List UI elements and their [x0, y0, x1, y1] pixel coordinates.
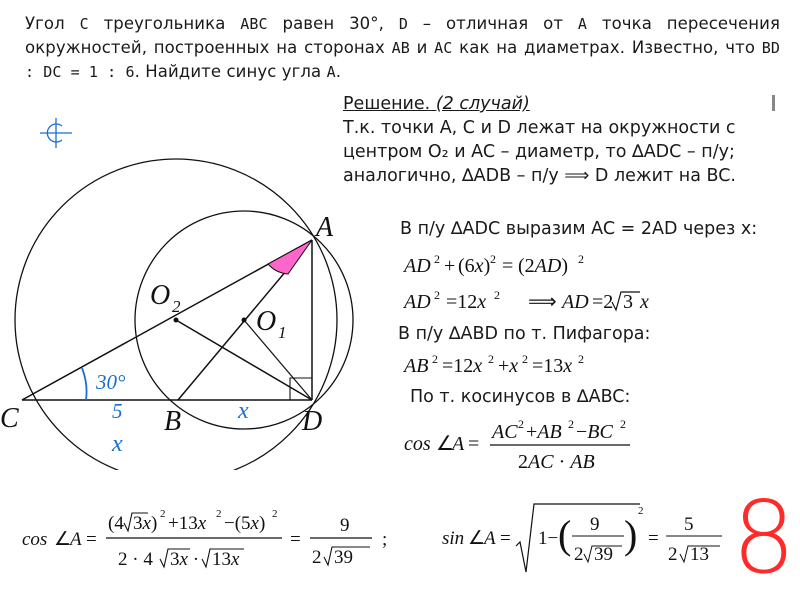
- angle-highlight-a: [268, 240, 312, 274]
- svg-text:5: 5: [684, 514, 694, 535]
- label-c: C: [0, 403, 19, 434]
- svg-text:;: ;: [382, 529, 388, 550]
- svg-text:=: =: [468, 433, 480, 455]
- slide-number: 8: [732, 479, 796, 596]
- svg-text:=13x: =13x: [532, 355, 573, 377]
- problem-statement: Угол C треугольника ABC равен 30°, D – отличная от A точка пересечения окружностей, построенных на сторонах AB и AC как на диаметрах. Известно, что BD : DC = 1 : 6. Найдите синус угла A.: [25, 14, 781, 81]
- svg-text:2: 2: [568, 417, 574, 431]
- svg-text:⟹: ⟹: [528, 291, 557, 313]
- svg-text:2AC · AB: 2AC · AB: [518, 451, 595, 473]
- label-d: D: [302, 406, 323, 437]
- formula-cos-value: [20, 503, 410, 575]
- svg-text:2: 2: [638, 505, 644, 517]
- label-b: B: [164, 406, 182, 437]
- svg-text:+x: +x: [498, 355, 519, 377]
- svg-text:AB: AB: [404, 355, 429, 377]
- svg-text:2: 2: [434, 252, 440, 266]
- angle-arc-c: [82, 368, 87, 400]
- svg-text:∠: ∠: [468, 528, 486, 549]
- svg-text:∠: ∠: [54, 529, 72, 550]
- center-o2: [174, 318, 179, 323]
- svg-text:AD: AD: [562, 291, 589, 313]
- svg-text:9: 9: [590, 514, 600, 535]
- svg-text:2: 2: [272, 508, 278, 520]
- svg-text:2: 2: [494, 288, 500, 302]
- svg-text:+13x: +13x: [168, 513, 207, 534]
- svg-text:(2AD): (2AD): [518, 255, 569, 277]
- svg-text:(6x): (6x): [458, 255, 491, 277]
- svg-text:2: 2: [172, 297, 181, 316]
- svg-text:2: 2: [522, 352, 528, 366]
- svg-text:=: =: [502, 255, 514, 277]
- svg-text:2: 2: [490, 252, 496, 266]
- svg-text:39: 39: [334, 547, 353, 568]
- svg-text:A: A: [452, 433, 465, 455]
- formula-ab-13x: [402, 350, 632, 380]
- svg-text:3: 3: [623, 291, 633, 313]
- solution-line-1: Т.к. точки A, C и D лежат на окружности с: [343, 118, 736, 138]
- svg-text:−(5x): −(5x): [224, 513, 266, 534]
- svg-text:x: x: [640, 291, 649, 313]
- svg-text:2 · 4: 2 · 4: [118, 549, 153, 570]
- svg-text:9: 9: [340, 515, 350, 536]
- svg-text:2: 2: [216, 508, 222, 520]
- svg-text:2: 2: [432, 352, 438, 366]
- formula-ad-12x: [402, 286, 662, 316]
- svg-text:1−: 1−: [538, 528, 559, 549]
- label-o1: [256, 306, 287, 342]
- svg-text:39: 39: [594, 544, 613, 565]
- formula-ad-2ad: [402, 250, 622, 280]
- svg-text:1: 1: [278, 323, 287, 342]
- formula-sin-value: [440, 498, 730, 578]
- step-adc-text: В п/у ∆ADC выразим AC = 2AD через x:: [400, 219, 758, 239]
- svg-text:cos: cos: [404, 433, 431, 455]
- geometry-figure: [0, 90, 360, 470]
- svg-text:O: O: [256, 306, 277, 337]
- segment-o2-d: [176, 320, 312, 400]
- text-cursor-bar: [772, 95, 775, 111]
- svg-text:2: 2: [518, 417, 524, 431]
- svg-text:cos: cos: [22, 529, 48, 550]
- svg-text:A: A: [70, 529, 82, 550]
- svg-text:13: 13: [690, 544, 709, 565]
- svg-text:AC: AC: [492, 421, 518, 443]
- label-five: 5: [112, 399, 123, 423]
- svg-text:A: A: [484, 528, 496, 549]
- svg-text:3x ·: 3x ·: [170, 549, 200, 570]
- solution-line-2: центром O₂ и AC – диаметр, то ∆ADC – п/у;: [343, 142, 735, 162]
- step-abd-text: В п/у ∆ABD по т. Пифагора:: [398, 324, 651, 344]
- label-x-bottom: x: [112, 431, 123, 457]
- svg-text:2: 2: [578, 352, 584, 366]
- svg-text:=: =: [648, 528, 659, 549]
- svg-text:O: O: [150, 280, 171, 311]
- svg-text:sin: sin: [442, 528, 465, 549]
- svg-text:3x): 3x): [133, 513, 158, 534]
- step-cosine-text: По т. косинусов в ∆ABC:: [410, 387, 631, 407]
- svg-text:2: 2: [620, 417, 626, 431]
- label-o2: [150, 280, 181, 316]
- svg-text:=: =: [290, 529, 301, 550]
- svg-text:+AB: +AB: [526, 421, 562, 443]
- solution-block: [343, 92, 783, 188]
- svg-text:AD: AD: [404, 255, 431, 277]
- svg-text:=: =: [500, 528, 511, 549]
- svg-text:2: 2: [668, 544, 678, 565]
- svg-text:∠: ∠: [436, 433, 454, 455]
- formula-cos-general: [402, 414, 662, 474]
- center-o1: [242, 318, 247, 323]
- svg-text:=2: =2: [592, 291, 614, 313]
- solution-heading: Решение. (2 случай): [343, 94, 530, 114]
- svg-text:=12x: =12x: [442, 355, 483, 377]
- axis-mark: [40, 118, 72, 148]
- svg-text:2: 2: [578, 252, 584, 266]
- solution-line-3: аналогично, ∆ADB – п/у ⟹ D лежит на BC.: [343, 166, 736, 186]
- svg-text:2: 2: [312, 547, 322, 568]
- svg-text:2: 2: [160, 508, 166, 520]
- label-x-bd: x: [238, 398, 249, 424]
- label-angle-30: 30°: [96, 370, 126, 394]
- svg-text:2: 2: [434, 288, 440, 302]
- svg-text:AD: AD: [404, 291, 431, 313]
- svg-text:(4: (4: [108, 513, 124, 534]
- svg-text:+: +: [444, 255, 456, 277]
- svg-text:=12x: =12x: [446, 291, 487, 313]
- svg-text:=: =: [86, 529, 97, 550]
- svg-text:13x: 13x: [212, 549, 240, 570]
- svg-text:): ): [624, 512, 638, 557]
- svg-text:2: 2: [488, 352, 494, 366]
- svg-text:−BC: −BC: [576, 421, 613, 443]
- svg-text:2: 2: [574, 544, 584, 565]
- label-a: A: [316, 212, 334, 243]
- svg-text:(: (: [558, 512, 572, 557]
